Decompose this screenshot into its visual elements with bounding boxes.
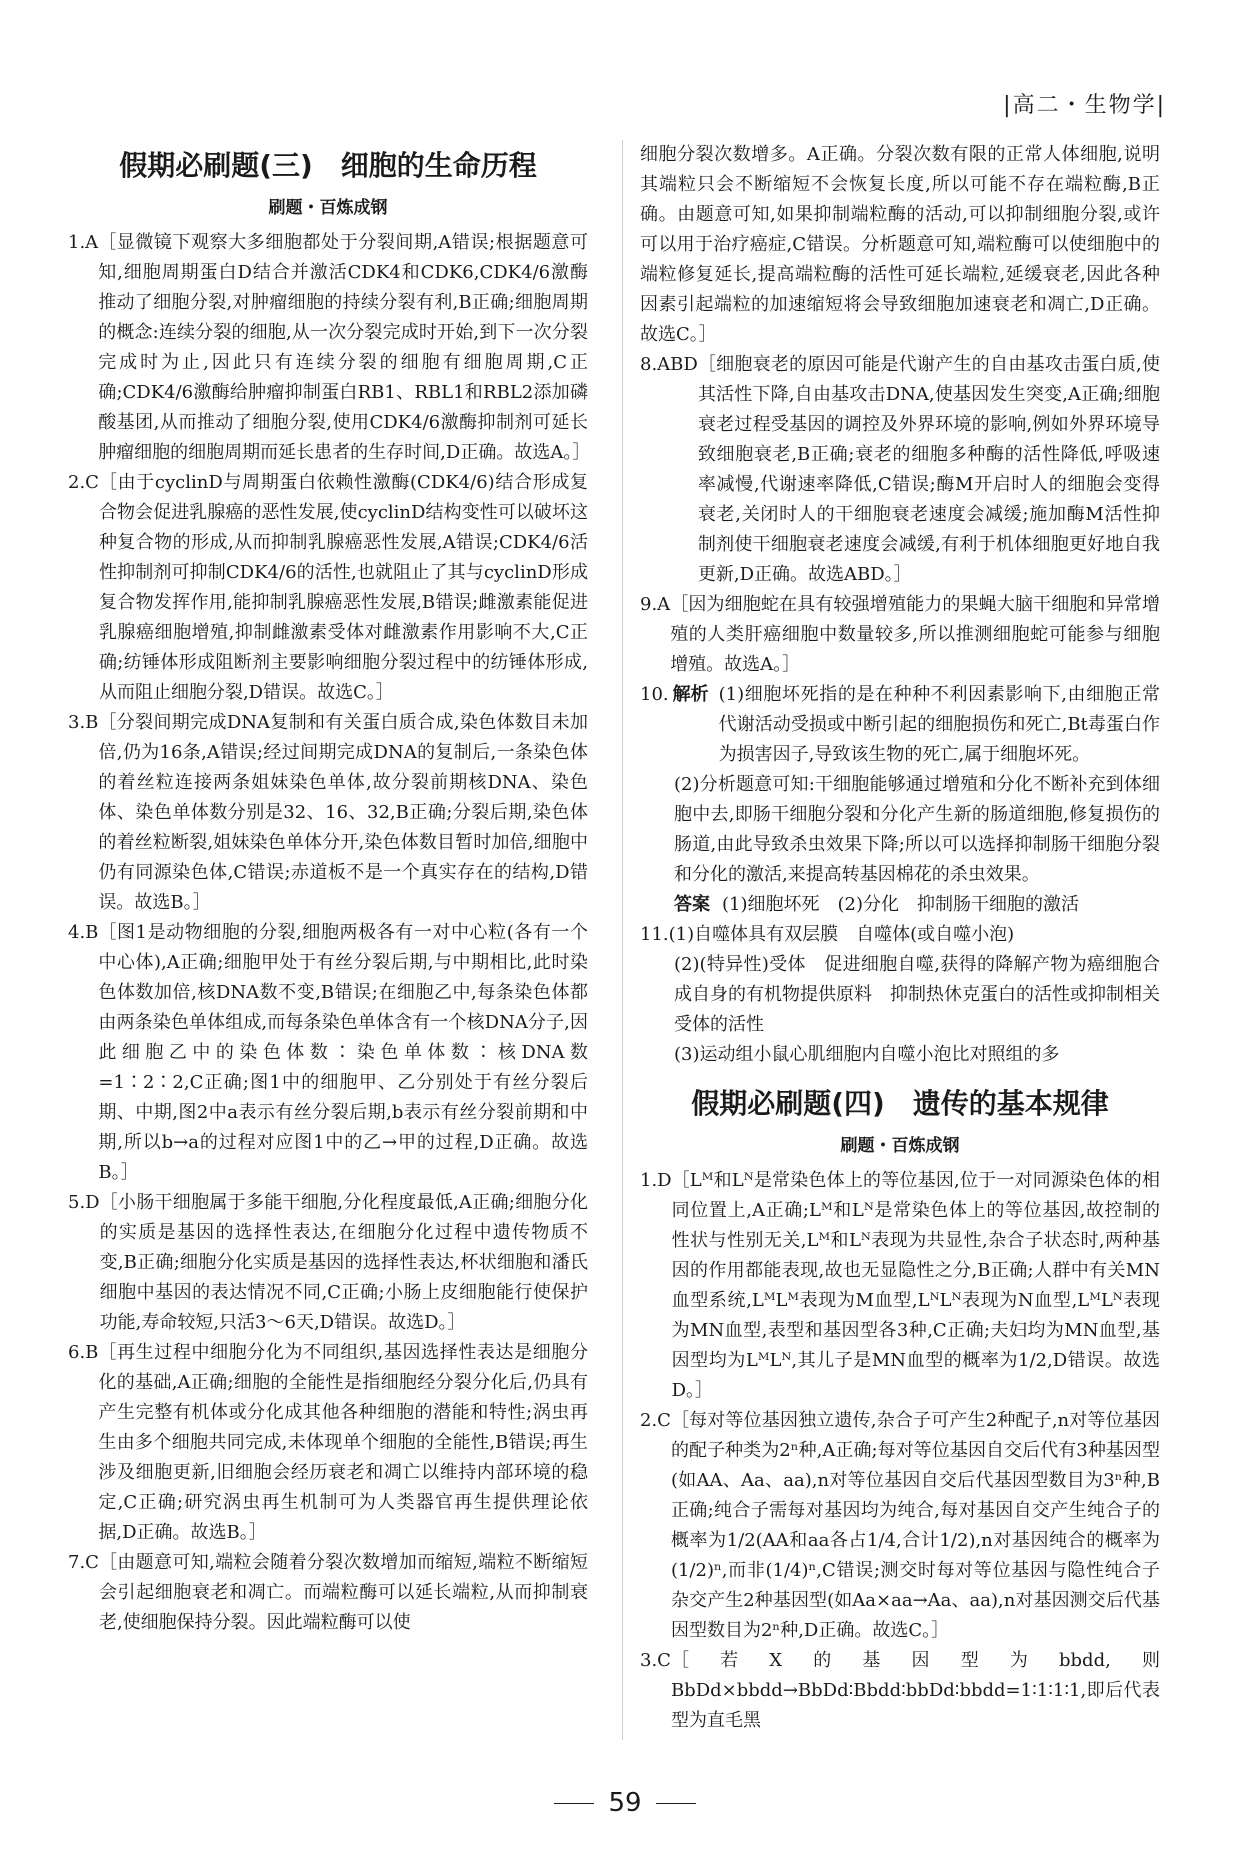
answer-explanation: ［图1是动物细胞的分裂,细胞两极各有一对中心粒(各有一个中心体),A正确;细胞甲处于有丝分裂后期,与中期相比,此时染色体数加倍,核DNA数不变,B错误;在细胞乙中,每条染色体都由两条染色单体组成,而每条染色单体含有一个核DNA分子,因此细胞乙中的染色体数∶染色单体数∶核DNA数=1∶2∶2,C正确;图1中的细胞甲、乙分别处于有丝分裂后期、中期,图2中a表示有丝分裂后期,b表示有丝分裂前期和中期,所以b→a的过程对应图1中的乙→甲的过程,D正确。故选B。］ [98,922,588,1183]
answer-explanation: ［再生过程中细胞分化为不同组织,基因选择性表达是细胞分化的基础,A正确;细胞的全能性是指细胞经分裂分化后,仍具有产生完整有机体或分化成其他各种细胞的潜能和特性;涡虫再生由多个细胞共同完成,未体现单个细胞的全能性,B错误;再生涉及细胞更新,旧细胞会经历衰老和凋亡以维持内部环境的稳定,C正确;研究涡虫再生机制可为人类器官再生提供理论依据,D正确。故选B。］ [98,1342,588,1543]
section-4-answer-3 [640,1646,1160,1736]
answer-label: 答案 [674,894,710,915]
answer-number: 9.A [640,594,671,615]
answer-11-part-2 [640,950,1160,1040]
answer-number [640,1040,674,1070]
answer-text: (1)细胞坏死 (2)分化 抑制肠干细胞的激活 [722,894,1079,915]
answer-number [640,950,674,1040]
answer-explanation: ［每对等位基因独立遗传,杂合子可产生2种配子,n对等位基因的配子种类为2ⁿ种,A正确;每对等位基因自交后代有3种基因型(如AA、Aa、aa),n对等位基因自交后代基因型数目为3ⁿ种,B正确;纯合子需每对基因均为纯合,每对基因自交产生纯合子的概率为1/2(AA和aa各占1/4,合计1/2),n对基因纯合的概率为(1/2)ⁿ,而非(1/4)ⁿ,C错误;测交时每对等位基因与隐性纯合子杂交产生2种基因型(如Aa×aa→Aa、aa),n对基因测交后代基因型数目为2ⁿ种,D正确。故选C。］ [670,1410,1160,1641]
right-column [640,140,1160,1736]
answer-explanation: (2)(特异性)受体 促进细胞自噬,获得的降解产物为癌细胞合成自身的有机物提供原料 抑制热休克蛋白的活性或抑制相关受体的活性 [674,954,1160,1035]
answer-explanation: ［由于cyclinD与周期蛋白依赖性激酶(CDK4/6)结合形成复合物会促进乳腺癌的恶性发展,使cyclinD结构变性可以破坏这种复合物的形成,从而抑制乳腺癌恶性发展,A错误;CDK4/6活性抑制剂可抑制CDK4/6的活性,也就阻止了其与cyclinD形成复合物发挥作用,能抑制乳腺癌恶性发展,B错误;雌激素能促进乳腺癌细胞增殖,抑制雌激素受体对雌激素作用影响不大,C正确;纺锤体形成阻断剂主要影响细胞分裂过程中的纺锤体形成,从而阻止细胞分裂,D错误。故选C。］ [98,472,588,703]
answer-11 [640,920,1160,1070]
answer-number: 10. [640,684,669,705]
answer-explanation: ［小肠干细胞属于多能干细胞,分化程度最低,A正确;细胞分化的实质是基因的选择性表达,在细胞分化过程中遗传物质不变,B正确;细胞分化实质是基因的选择性表达,杯状细胞和潘氏细胞中基因的表达情况不同,C正确;小肠上皮细胞能行使保护功能,寿命较短,只活3～6天,D错误。故选D。］ [99,1192,588,1333]
answer-number: 7.C [68,1552,99,1573]
section-3-answer-5 [68,1188,588,1338]
section-4-answer-2 [640,1406,1160,1646]
answer-10-part2: (2)分析题意可知:干细胞能够通过增殖和分化不断补充到体细胞中去,即肠干细胞分裂和分化产生新的肠道细胞,修复损伤的肠道,由此导致杀虫效果下降;所以可以选择抑制肠干细胞分裂和分化的激活,来提高转基因棉花的杀虫效果。 [674,774,1160,885]
section-3-answer-list [68,228,591,1638]
answer-number: 5.D [68,1192,100,1213]
section-4-subtitle: 刷题・百炼成钢 [840,1136,960,1156]
answer-7-continued: 细胞分裂次数增多。A正确。分裂次数有限的正常人体细胞,说明其端粒只会不断缩短不会恢复长度,所以可能不存在端粒酶,B正确。由题意可知,如果抑制端粒酶的活动,可以抑制细胞分裂,或许可以用于治疗癌症,C错误。分析题意可知,端粒酶可以使细胞中的端粒修复延长,提高端粒酶的活性可延长端粒,延缓衰老,因此各种因素引起端粒的加速缩短将会导致细胞加速衰老和凋亡,D正确。故选C。］ [640,144,1160,345]
answer-11-part-1 [640,920,1160,950]
header-subject-tag: |高二・生物学| [1003,93,1166,118]
section-4-answer-list [640,1166,1160,1736]
section-3-subtitle: 刷题・百炼成钢 [268,198,388,218]
right-answer-1 [640,350,1160,590]
answer-explanation: ［由题意可知,端粒会随着分裂次数增加而缩短,端粒不断缩短会引起细胞衰老和凋亡。而端粒酶可以延长端粒,从而抑制衰老,使细胞保持分裂。因此端粒酶可以使 [98,1552,588,1633]
section-3-answer-3 [68,708,588,918]
answer-explanation: ［若X的基因型为bbdd,则BbDd×bbdd→BbDd∶Bbdd∶bbDd∶bbdd=1∶1∶1∶1,即后代表型为直毛黑 [670,1650,1160,1731]
analysis-label: 解析 [672,684,709,705]
answer-explanation: (1)细胞坏死指的是在种种不利因素影响下,由细胞正常代谢活动受损或中断引起的细胞损伤和死亡,Bt毒蛋白作为损害因子,导致该生物的死亡,属于细胞坏死。 [718,684,1160,765]
left-column [68,140,591,1638]
answer-number: 11. [640,924,669,945]
section-3-title: 假期必刷题(三) 细胞的生命历程 [119,149,537,182]
page-number-dash-right [656,1803,696,1804]
page-number-dash-left [554,1803,594,1804]
answer-explanation: ［细胞衰老的原因可能是代谢产生的自由基攻击蛋白质,使其活性下降,自由基攻击DNA,使基因发生突变,A正确;细胞衰老过程受基因的调控及外界环境的影响,例如外界环境导致细胞衰老,B正确;衰老的细胞多种酶的活性降低,呼吸速率减慢,代谢速率降低,C错误;酶M开启时人的细胞会变得衰老,关闭时人的干细胞衰老速度会减缓;施加酶M活性抑制剂使干细胞衰老速度会减缓,有利于机体细胞更好地自我更新,D正确。故选ABD。］ [697,354,1160,585]
section-3-answer-1 [68,228,591,468]
answer-10-final [640,890,1160,920]
page-number [0,1788,1250,1818]
answer-number: 2.C [68,472,99,493]
answer-11-part-3 [640,1040,1160,1070]
answer-number: 8.ABD [640,354,698,375]
section-3-answer-2 [68,468,588,708]
section-3-answer-6 [68,1338,588,1548]
answer-explanation: ［Lᴹ和Lᴺ是常染色体上的等位基因,位于一对同源染色体的相同位置上,A正确;Lᴹ和Lᴺ是常染色体上的等位基因,故控制的性状与性别无关,Lᴹ和Lᴺ表现为共显性,杂合子状态时,两种基因的作用都能表现,故也无显隐性之分,B正确;人群中有关MN血型系统,LᴹLᴹ表现为M血型,LᴺLᴺ表现为N血型,LᴹLᴺ表现为MN血型,表型和基因型各3种,C正确;夫妇均为MN血型,基因型均为LᴹLᴺ,其儿子是MN血型的概率为1/2,D错误。故选D。］ [671,1170,1160,1401]
answer-number: 3.B [68,712,99,733]
page-number-text: 59 [608,1788,642,1818]
right-answer-list [640,350,1160,770]
answer-number: 6.B [68,1342,99,1363]
answer-number: 4.B [68,922,99,943]
answer-explanation: (1)自噬体具有双层膜 自噬体(或自噬小泡) [668,924,1015,945]
section-3-answer-7 [68,1548,588,1638]
answer-number: 1.A [68,232,99,253]
answer-number: 3.C [640,1650,671,1671]
answer-number: 1.D [640,1170,672,1191]
right-answer-2 [640,590,1160,680]
answer-explanation: ［分裂间期完成DNA复制和有关蛋白质合成,染色体数目未加倍,仍为16条,A错误;经过间期完成DNA的复制后,一条染色体的着丝粒连接两条姐妹染色单体,故分裂前期核DNA、染色体、染色单体数分别是32、16、32,B正确;分裂后期,染色体的着丝粒断裂,姐妹染色单体分开,染色体数目暂时加倍,细胞中仍有同源染色体,C错误;赤道板不是一个真实存在的结构,D错误。故选B。］ [98,712,588,913]
right-answer-3 [640,680,1160,770]
section-4-title: 假期必刷题(四) 遗传的基本规律 [691,1087,1109,1120]
section-3-answer-4 [68,918,588,1188]
section-4-answer-1 [640,1166,1160,1406]
column-divider [622,140,623,1740]
answer-number: 2.C [640,1410,671,1431]
answer-explanation: ［显微镜下观察大多细胞都处于分裂间期,A错误;根据题意可知,细胞周期蛋白D结合并激活CDK4和CDK6,CDK4/6激酶推动了细胞分裂,对肿瘤细胞的持续分裂有利,B正确;细胞周期的概念:连续分裂的细胞,从一次分裂完成时开始,到下一次分裂完成时为止,因此只有连续分裂的细胞有细胞周期,C正确;CDK4/6激酶给肿瘤抑制蛋白RB1、RBL1和RBL2添加磷酸基团,从而推动了细胞分裂,使用CDK4/6激酶抑制剂可延长肿瘤细胞的细胞周期而延长患者的生存时间,D正确。故选A。］ [98,232,591,463]
answer-explanation: ［因为细胞蛇在具有较强增殖能力的果蝇大脑干细胞和异常增殖的人类肝癌细胞中数量较多,所以推测细胞蛇可能参与细胞增殖。故选A。］ [670,594,1160,675]
answer-explanation: (3)运动组小鼠心肌细胞内自噬小泡比对照组的多 [674,1044,1060,1065]
